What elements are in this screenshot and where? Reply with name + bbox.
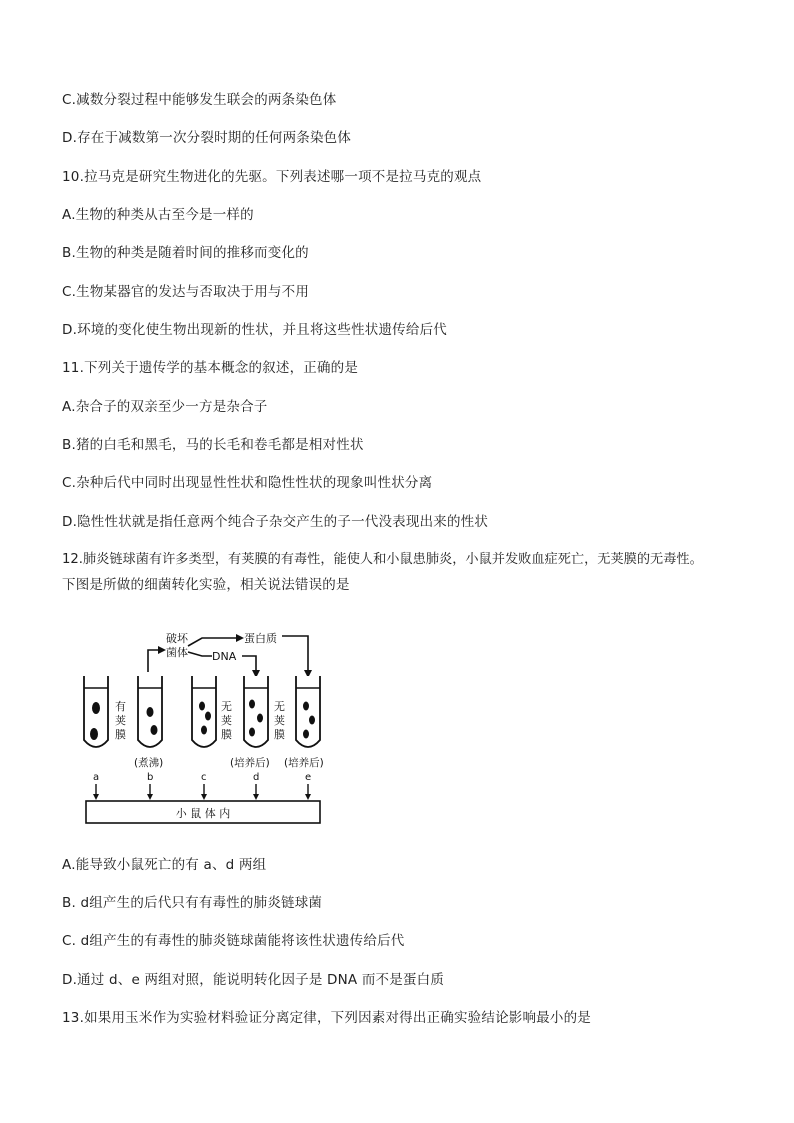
option-11d: D.隐性性状就是指任意两个纯合子杂交产生的子一代没表现出来的性状 [62, 514, 489, 530]
bacterium-e1 [303, 702, 309, 711]
tube-e-label-1: 无 [274, 700, 285, 713]
arrowhead-broken [158, 646, 166, 654]
broken-label-2: 菌体 [166, 646, 188, 659]
tube-e-label-2: 荚 [274, 714, 285, 727]
connector-broken-cells [148, 650, 158, 672]
connector-protein [188, 638, 240, 646]
tube-a-label-1: 有 [115, 700, 126, 713]
bacterium-b2 [151, 725, 158, 735]
bacterium-c1 [199, 702, 205, 711]
test-tube-d [244, 676, 268, 747]
question-12-line-2: 下图是所做的细菌转化实验，相关说法错误的是 [62, 577, 350, 593]
broken-label-1: 破坏 [166, 632, 188, 645]
connector-dna-tube-d [242, 656, 256, 672]
question-13: 13.如果用玉米作为实验材料验证分离定律，下列因素对得出正确实验结论影响最小的是 [62, 1010, 591, 1026]
connector-dna [188, 652, 212, 656]
test-tube-c [192, 676, 216, 747]
tube-e-label-3: 膜 [274, 728, 285, 741]
group-c-label: c [201, 772, 207, 783]
option-11c: C.杂种后代中同时出现显性性状和隐性性状的现象叫性状分离 [62, 475, 433, 491]
group-d-label: d [253, 772, 260, 783]
mouse-label: 小 鼠 体 内 [175, 807, 231, 820]
group-e-label: e [305, 772, 312, 783]
dna-label: DNA [212, 650, 237, 663]
tube-c-label-2: 荚 [221, 714, 232, 727]
transformation-diagram [62, 612, 338, 836]
option-10d: D.环境的变化使生物出现新的性状，并且将这些性状遗传给后代 [62, 322, 447, 338]
option-10b: B.生物的种类是随着时间的推移而变化的 [62, 245, 309, 261]
tube-c-label-3: 膜 [221, 728, 232, 741]
question-11: 11.下列关于遗传学的基本概念的叙述，正确的是 [62, 360, 359, 376]
bacterium-d2 [257, 714, 263, 723]
cultured-label-e: (培养后) [284, 757, 324, 769]
option-11a: A.杂合子的双亲至少一方是杂合子 [62, 399, 268, 415]
bacterium-d1 [249, 700, 255, 709]
option-9c: C.减数分裂过程中能够发生联会的两条染色体 [62, 92, 337, 108]
option-12c: C. d组产生的有毒性的肺炎链球菌能将该性状遗传给后代 [62, 933, 405, 949]
question-10: 10.拉马克是研究生物进化的先驱。下列表述哪一项不是拉马克的观点 [62, 169, 482, 185]
option-9d: D.存在于减数第一次分裂时期的任何两条染色体 [62, 130, 352, 146]
bacterium-e2 [309, 716, 315, 725]
protein-label: 蛋白质 [244, 632, 277, 645]
option-12b: B. d组产生的后代只有有毒性的肺炎链球菌 [62, 895, 323, 911]
tube-a-label-3: 膜 [115, 728, 126, 741]
bacterial-transformation-figure [62, 612, 338, 836]
option-11b: B.猪的白毛和黑毛，马的长毛和卷毛都是相对性状 [62, 437, 364, 453]
bacterium-e3 [303, 730, 309, 739]
arrowhead-protein [236, 634, 244, 642]
bacterium-a1 [92, 702, 100, 714]
option-10a: A.生物的种类从古至今是一样的 [62, 207, 254, 223]
group-b-label: b [147, 772, 154, 783]
bacterium-b1 [147, 707, 154, 717]
bacterium-c2 [205, 712, 211, 721]
tube-c-label-1: 无 [221, 700, 232, 713]
connector-protein-tube-e [282, 636, 308, 672]
bacterium-a2 [90, 728, 98, 740]
question-12-line-1: 12.肺炎链球菌有许多类型，有荚膜的有毒性，能使人和小鼠患肺炎，小鼠并发败血症死亡，无荚膜的无毒性。 [62, 552, 703, 567]
boiled-label: (煮沸) [134, 757, 164, 769]
bacterium-d3 [249, 728, 255, 737]
tube-a-label-2: 荚 [115, 714, 126, 727]
cultured-label-d: (培养后) [230, 757, 270, 769]
option-12d: D.通过 d、e 两组对照，能说明转化因子是 DNA 而不是蛋白质 [62, 972, 445, 988]
option-12a: A.能导致小鼠死亡的有 a、d 两组 [62, 857, 267, 873]
bacterium-c3 [201, 726, 207, 735]
group-a-label: a [93, 772, 100, 783]
option-10c: C.生物某器官的发达与否取决于用与不用 [62, 284, 310, 300]
